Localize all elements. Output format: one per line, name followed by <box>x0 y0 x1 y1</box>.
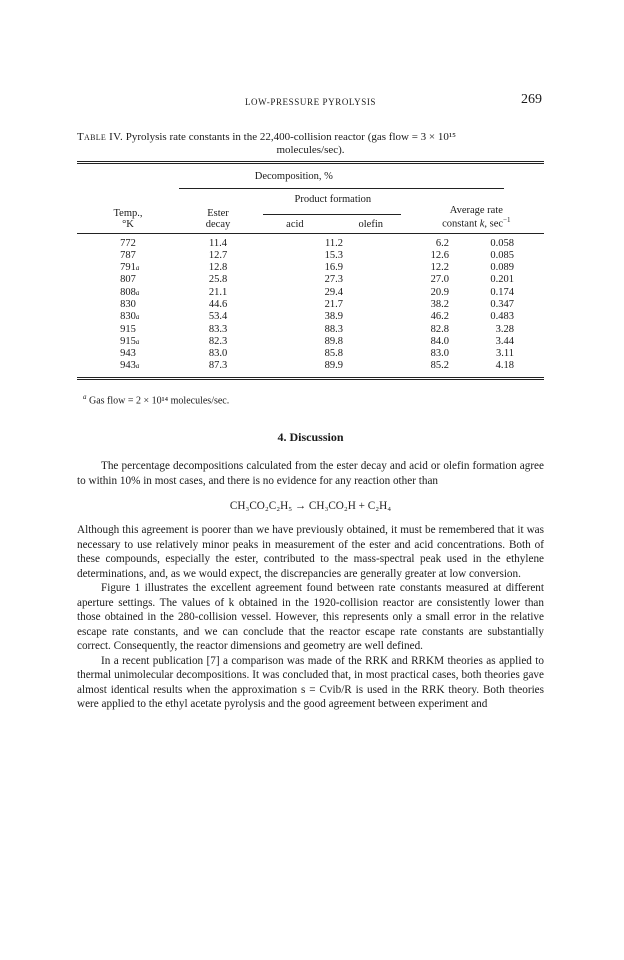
rate-constant-cell-value: 0.174 <box>490 286 514 298</box>
rate-constant-cell <box>465 250 544 262</box>
reaction-equation: CH₃CO₂C₂H₅ → CH₃CO₂H + C₂H₄ <box>229 500 392 513</box>
olefin-cell <box>363 250 465 262</box>
table-header-row-2 <box>77 189 544 205</box>
section-heading: 4. Discussion <box>277 430 344 445</box>
paragraph-1: The percentage decompositions calculated from the ester decay and acid or olefin formation agree to within 10% in most cases, and there is no evidence for any reaction other than <box>77 460 544 487</box>
footnote-marker: a <box>135 337 140 346</box>
ester-decay-cell-value: 21.1 <box>208 286 228 298</box>
rate-constant-cell <box>465 299 544 311</box>
ester-decay-cell-value: 12.8 <box>208 262 228 274</box>
ester-decay-cell-value: 11.4 <box>209 237 227 249</box>
olefin-cell <box>363 311 465 323</box>
temp-cell-value: 808 <box>120 286 136 298</box>
temp-cell <box>77 336 179 348</box>
footnote-marker: a <box>135 362 140 371</box>
rate-constant-cell-value: 3.44 <box>495 335 514 347</box>
olefin-cell <box>363 262 465 274</box>
product-formation-header: Product formation <box>294 194 372 205</box>
ester-decay-cell <box>179 262 257 274</box>
ester-header-line-1: Ester <box>207 207 229 219</box>
temp-cell <box>77 324 179 336</box>
table-row <box>77 238 544 250</box>
acid-cell <box>257 274 363 286</box>
table-row <box>77 348 544 360</box>
ester-decay-cell-value: 83.3 <box>208 323 228 335</box>
rate-constant-cell-value: 4.18 <box>495 360 514 372</box>
temp-cell-value: 915 <box>120 335 136 347</box>
ester-decay-cell-value: 83.0 <box>208 348 228 360</box>
rate-constant-cell <box>465 311 544 323</box>
temp-cell-value: 772 <box>120 237 136 249</box>
acid-cell-value: 38.9 <box>324 311 343 323</box>
acid-cell-value: 88.3 <box>324 323 343 335</box>
olefin-cell-value: 12.2 <box>430 262 449 274</box>
olefin-cell-value: 6.2 <box>435 237 449 249</box>
running-title: LOW-PRESSURE PYROLYSIS <box>244 97 377 107</box>
olefin-cell-value: 84.0 <box>430 335 449 347</box>
table-row <box>77 287 544 299</box>
acid-cell-value: 21.7 <box>324 298 343 310</box>
ester-decay-cell-value: 44.6 <box>208 298 228 310</box>
footnote-marker: a <box>135 313 140 322</box>
ester-decay-cell <box>179 250 257 262</box>
footnote-text: Gas flow = 2 × 10¹⁴ molecules/sec. <box>89 395 230 407</box>
temp-cell-value: 943 <box>120 360 136 372</box>
ester-decay-cell-value: 12.7 <box>208 249 228 261</box>
ester-decay-cell <box>179 360 257 372</box>
olefin-cell-value: 83.0 <box>430 348 449 360</box>
footnote-mark: a <box>83 392 87 401</box>
rate-constant-cell <box>465 360 544 372</box>
temp-header-line-2: °K <box>122 218 134 230</box>
ester-decay-cell <box>179 238 257 250</box>
olefin-cell <box>363 287 465 299</box>
rate-constant-cell <box>465 262 544 274</box>
acid-cell-value: 27.3 <box>324 274 343 286</box>
acid-cell-value: 29.4 <box>324 286 343 298</box>
temp-cell <box>77 311 179 323</box>
data-rows <box>77 238 544 373</box>
olefin-cell <box>363 336 465 348</box>
table-bottom-rule <box>77 377 544 380</box>
rate-constant-cell-value: 0.085 <box>490 249 514 261</box>
olefin-cell-value: 20.9 <box>430 286 449 298</box>
table-header-row-3 <box>77 205 544 233</box>
rate-constant-cell <box>465 287 544 299</box>
olefin-cell <box>363 274 465 286</box>
ester-decay-cell-value: 82.3 <box>208 335 228 347</box>
acid-header: acid <box>286 218 304 230</box>
table-row <box>77 274 544 286</box>
acid-cell <box>257 348 363 360</box>
rate-constant-cell <box>465 324 544 336</box>
table-row <box>77 324 544 336</box>
acid-cell <box>257 262 363 274</box>
ester-decay-cell <box>179 274 257 286</box>
footnote-marker: a <box>135 264 140 273</box>
acid-cell <box>257 287 363 299</box>
page <box>77 92 544 712</box>
caption-line-2: molecules/sec). <box>276 144 345 156</box>
temp-cell <box>77 262 179 274</box>
acid-cell-value: 89.8 <box>324 335 343 347</box>
acid-cell-value: 16.9 <box>324 262 343 274</box>
rate-header-line-2: constant k, $\sec^{-1}$ <box>442 216 511 230</box>
ester-decay-cell-value: 87.3 <box>208 360 228 372</box>
product-rule <box>263 214 401 215</box>
acid-cell-value: 89.9 <box>324 360 343 372</box>
olefin-cell-value: 12.6 <box>430 249 449 261</box>
rate-constant-cell <box>465 348 544 360</box>
olefin-cell-value: 46.2 <box>430 311 449 323</box>
temp-cell <box>77 238 179 250</box>
ester-decay-cell <box>179 299 257 311</box>
rate-constant-cell-value: 0.483 <box>490 311 514 323</box>
olefin-cell-value: 85.2 <box>430 360 449 372</box>
temp-cell-value: 943 <box>120 348 136 360</box>
ester-decay-cell <box>179 336 257 348</box>
acid-cell <box>257 336 363 348</box>
table-row <box>77 360 544 372</box>
rate-constant-cell <box>465 274 544 286</box>
table-row <box>77 262 544 274</box>
olefin-cell-value: 82.8 <box>430 323 449 335</box>
running-header <box>77 92 544 112</box>
paragraph-2: Although this agreement is poorer than we have previously obtained, it must be remembered that it was necessary to use relatively minor peaks in measurement of the ester and acid concentrations. Both of these compounds, especially the ester, contributed to the mass-spectral peak used in the ethylene determinations, and, as we would expect, the discrepancies are generally greater at low conversion. <box>77 524 544 580</box>
page-number: 269 <box>521 92 542 107</box>
ester-decay-cell <box>179 348 257 360</box>
table-row <box>77 336 544 348</box>
olefin-header: olefin <box>358 218 384 230</box>
acid-cell <box>257 250 363 262</box>
temp-cell <box>77 287 179 299</box>
acid-cell-value: 85.8 <box>324 348 343 360</box>
acid-cell <box>257 324 363 336</box>
temp-cell-value: 830 <box>120 311 136 323</box>
acid-cell <box>257 299 363 311</box>
rate-constant-cell-value: 3.11 <box>496 348 514 360</box>
acid-cell <box>257 311 363 323</box>
decomposition-header: Decomposition, % <box>254 171 333 182</box>
caption-line-1: Pyrolysis rate constants in the 22,400-collision reactor (gas flow = 3 × 10¹⁵ <box>125 131 456 143</box>
acid-cell-value: 15.3 <box>324 249 343 261</box>
paragraph-4: In a recent publication [7] a comparison was made of the RRK and RRKM theories as applied to thermal unimolecular decompositions. It was concluded that, in most practical cases, both theories gave almost identical results when the approximation s = Cvib/R is used in the RRK theory. Both theories were applied to the ethyl acetate pyrolysis and the good agreement between experiment and <box>77 654 544 711</box>
table-header-row-1 <box>77 164 544 188</box>
temp-cell-value: 791 <box>120 262 136 274</box>
table-row <box>77 250 544 262</box>
ester-decay-cell-value: 25.8 <box>208 274 228 286</box>
rate-constants-table <box>77 164 544 238</box>
temp-cell <box>77 360 179 372</box>
ester-decay-cell-value: 53.4 <box>208 311 228 323</box>
rate-constant-cell-value: 3.28 <box>495 323 514 335</box>
olefin-cell <box>363 238 465 250</box>
table-row <box>77 299 544 311</box>
temp-cell <box>77 299 179 311</box>
temp-cell-value: 787 <box>120 249 136 261</box>
temp-header-line-1: Temp., <box>113 207 143 219</box>
paragraph-3: Figure 1 illustrates the excellent agreement found between rate constants measured at different aperture settings. The values of k obtained in the 1920-collision reactor are consistently lower than those obtained in the 280-collision vessel. However, this represents only a small error in the relative escape rate constants, and we can conclude that the reactor escape rate constants are substantially correct. Consequently, the reactor dimensions and geometry are well defined. <box>77 582 544 653</box>
rate-constant-cell <box>465 336 544 348</box>
rate-constant-cell-value: 0.089 <box>490 262 514 274</box>
ester-header-line-2: decay <box>205 218 231 230</box>
temp-cell-value: 807 <box>120 274 136 286</box>
acid-cell <box>257 360 363 372</box>
footnote-marker: a <box>135 288 140 297</box>
olefin-cell-value: 38.2 <box>430 298 449 310</box>
ester-decay-cell <box>179 287 257 299</box>
rate-constant-cell <box>465 238 544 250</box>
table-label: Table IV. <box>77 131 123 143</box>
rate-constant-cell-value: 0.347 <box>490 298 514 310</box>
olefin-cell <box>363 299 465 311</box>
ester-decay-cell <box>179 324 257 336</box>
ester-decay-cell <box>179 311 257 323</box>
table-row <box>77 311 544 323</box>
temp-cell-value: 830 <box>120 298 136 310</box>
olefin-cell <box>363 324 465 336</box>
rate-constant-cell-value: 0.058 <box>490 237 514 249</box>
rate-constant-cell-value: 0.201 <box>490 274 514 286</box>
olefin-cell-value: 27.0 <box>430 274 449 286</box>
acid-cell <box>257 238 363 250</box>
temp-cell <box>77 250 179 262</box>
temp-cell <box>77 274 179 286</box>
temp-cell <box>77 348 179 360</box>
table-caption <box>77 131 544 157</box>
acid-cell-value: 11.2 <box>325 237 343 249</box>
rate-header-line-1: Average rate <box>449 205 503 216</box>
table-footnote <box>83 393 544 406</box>
olefin-cell <box>363 360 465 372</box>
olefin-cell <box>363 348 465 360</box>
temp-cell-value: 915 <box>120 323 136 335</box>
